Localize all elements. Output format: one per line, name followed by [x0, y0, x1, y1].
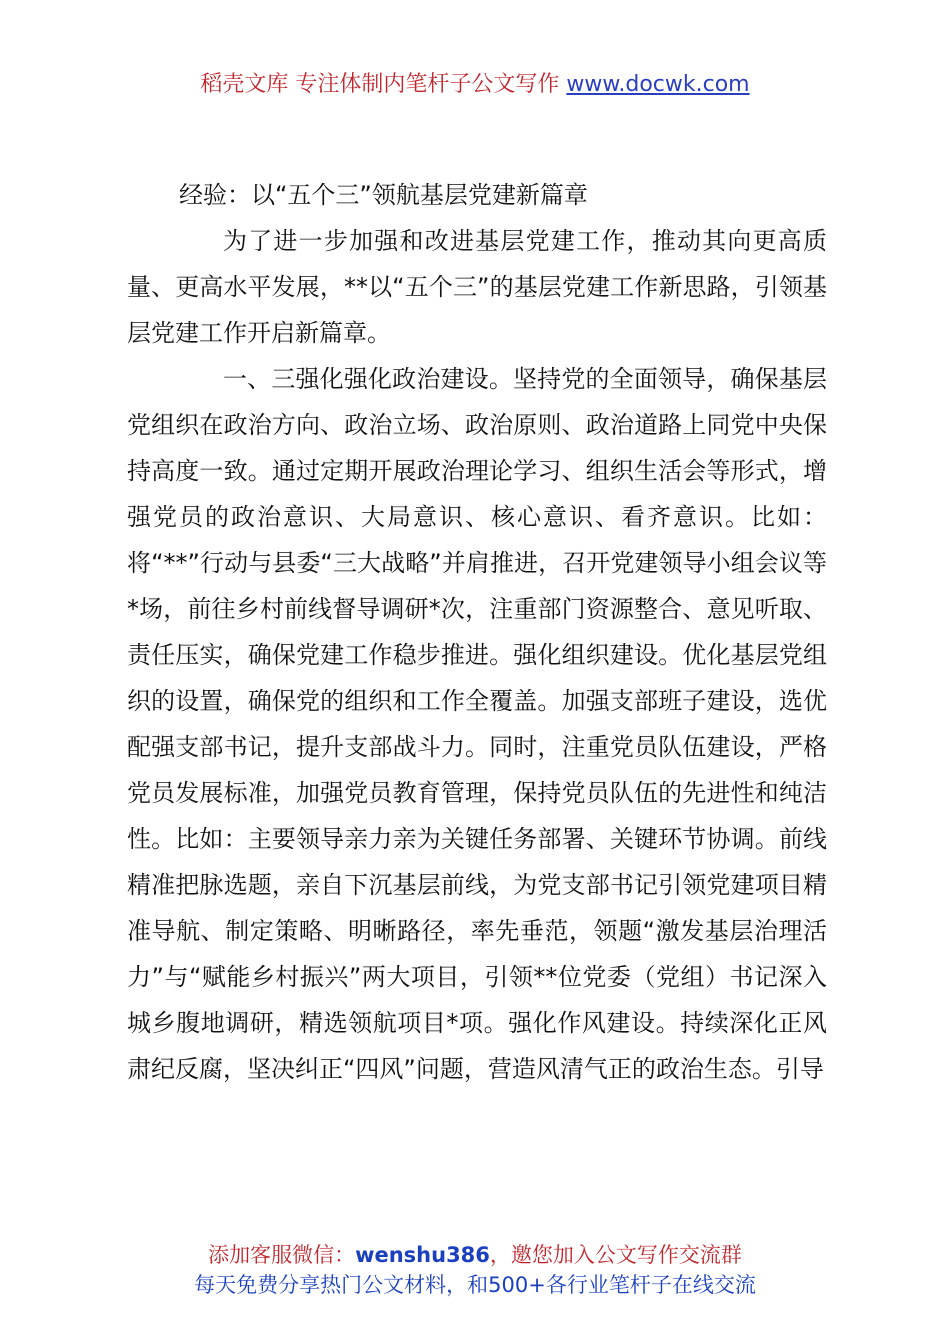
- paragraph-section-one: 一、三强化强化政治建设。坚持党的全面领导，确保基层党组织在政治方向、政治立场、政治原则、政治道路上同党中央保持高度一致。通过定期开展政治理论学习、组织生活会等形式，增强党员的政治意识、大局意识、核心意识、看齐意识。比如：将“**”行动与县委“三大战略”并肩推进，召开党建领导小组会议等*场，前往乡村前线督导调研*次，注重部门资源整合、意见听取、责任压实，确保党建工作稳步推进。强化组织建设。优化基层党组织的设置，确保党的组织和工作全覆盖。加强支部班子建设，选优配强支部书记，提升支部战斗力。同时，注重党员队伍建设，严格党员发展标准，加强党员教育管理，保持党员队伍的先进性和纯洁性。比如：主要领导亲力亲为关键任务部署、关键环节协调。前线精准把脉选题，亲自下沉基层前线，为党支部书记引领党建项目精准导航、制定策略、明晰路径，率先垂范，领题“激发基层治理活力”与“赋能乡村振兴”两大项目，引领**位党委（党组）书记深入城乡腹地调研，精选领航项目*项。强化作风建设。持续深化正风肃纪反腐，坚决纠正“四风”问题，营造风清气正的政治生态。引导: [127, 365, 827, 1083]
- footer-promo-line: 每天免费分享热门公文材料，和500+各行业笔杆子在线交流: [194, 1273, 756, 1297]
- document-title: 经验：以“五个三”领航基层党建新篇章: [179, 181, 588, 209]
- footer-contact-line: [0, 1240, 950, 1270]
- page-footer: [0, 1240, 950, 1300]
- brand-slogan: 稻壳文库 专注体制内笔杆子公文写作: [200, 72, 560, 97]
- footer-contact-suffix: ，邀您加入公文写作交流群: [489, 1243, 742, 1267]
- page-header: [0, 68, 950, 102]
- website-link[interactable]: www.docwk.com: [566, 72, 750, 97]
- document-body: [127, 172, 827, 1092]
- paragraph-intro: 为了进一步加强和改进基层党建工作，推动其向更高质量、更高水平发展，**以“五个三”的基层党建工作新思路，引领基层党建工作开启新篇章。: [127, 227, 827, 347]
- footer-contact-prefix: 添加客服微信：: [208, 1243, 356, 1267]
- wechat-id: wenshu386: [355, 1243, 490, 1267]
